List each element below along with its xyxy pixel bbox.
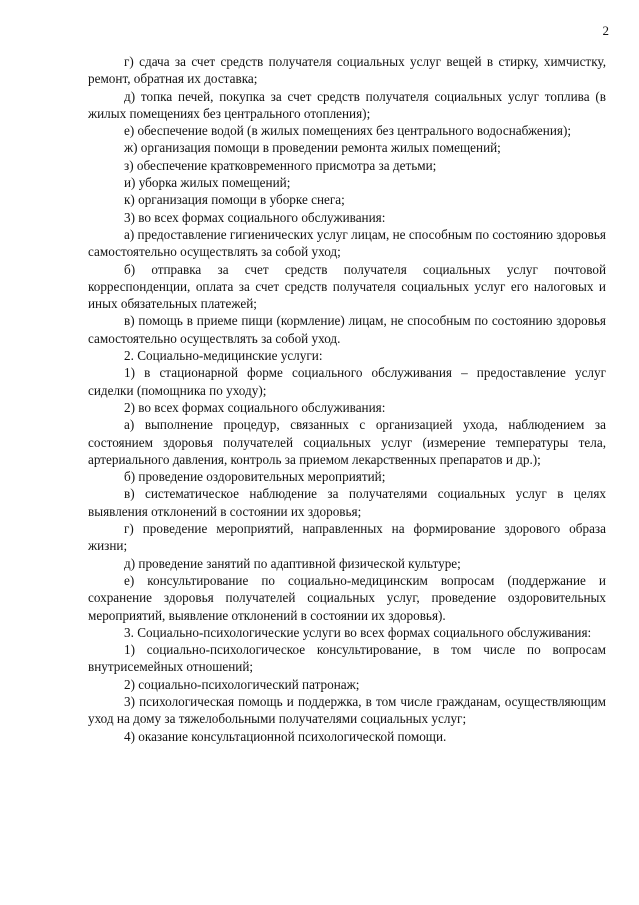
- paragraph: 1) социально-психологическое консультирование, в том числе по вопросам внутрисемейных отношений;: [88, 642, 606, 675]
- paragraph: г) проведение мероприятий, направленных на формирование здорового образа жизни;: [88, 521, 606, 554]
- document-body: [88, 53, 606, 745]
- paragraph: в) помощь в приеме пищи (кормление) лицам, не способным по состоянию здоровья самостоятельно осуществлять за собой уход.: [88, 313, 606, 346]
- paragraph: к) организация помощи в уборке снега;: [124, 192, 345, 208]
- section-heading: 3. Социально-психологические услуги во всех формах социального обслуживания:: [124, 624, 592, 640]
- paragraph: з) обеспечение кратковременного присмотра за детьми;: [124, 157, 437, 173]
- paragraph: в) систематическое наблюдение за получателями социальных услуг в целях выявления отклонений в состоянии их здоровья;: [88, 486, 606, 519]
- paragraph: а) предоставление гигиенических услуг лицам, не способным по состоянию здоровья самостоятельно осуществлять за собой уход;: [88, 226, 606, 260]
- paragraph: 3) во всех формах социального обслуживания:: [124, 209, 386, 225]
- paragraph: б) проведение оздоровительных мероприятий;: [124, 469, 386, 485]
- paragraph: ж) организация помощи в проведении ремонта жилых помещений;: [124, 140, 501, 156]
- page-number: 2: [602, 23, 609, 38]
- section-heading: 2. Социально-медицинские услуги:: [124, 348, 323, 364]
- paragraph: 2) социально-психологический патронаж;: [124, 676, 360, 692]
- paragraph: д) топка печей, покупка за счет средств получателя социальных услуг топлива (в жилых помещениях без центрального отопления);: [88, 88, 606, 121]
- paragraph: 4) оказание консультационной психологической помощи.: [124, 728, 447, 744]
- paragraph: а) выполнение процедур, связанных с организацией ухода, наблюдением за состоянием здоровья получателей социальных услуг (измерение температуры тела, артериального давления, контроль за приемом лекарственных препаратов и др.);: [88, 417, 606, 467]
- paragraph: 3) психологическая помощь и поддержка, в том числе гражданам, осуществляющим уход на дому за тяжелобольными получателями социальных услуг;: [88, 693, 606, 727]
- paragraph: е) обеспечение водой (в жилых помещениях без центрального водоснабжения);: [124, 123, 572, 139]
- paragraph: б) отправка за счет средств получателя социальных услуг почтовой корреспонденции, оплата за счет средств получателя социальных услуг его налоговых и иных обязательных платежей;: [88, 261, 606, 312]
- paragraph: г) сдача за счет средств получателя социальных услуг вещей в стирку, химчистку, ремонт, обратная их доставка;: [88, 54, 606, 87]
- paragraph: д) проведение занятий по адаптивной физической культуре;: [124, 555, 461, 571]
- paragraph: 1) в стационарной форме социального обслуживания – предоставление услуг сиделки (помощника по уходу);: [88, 365, 606, 398]
- paragraph: и) уборка жилых помещений;: [124, 175, 291, 191]
- paragraph: е) консультирование по социально-медицинским вопросам (поддержание и сохранение здоровья получателей социальных услуг, проведение оздоровительных мероприятий, выявление отклонений в состоянии их здоровья).: [88, 572, 606, 623]
- paragraph: 2) во всех формах социального обслуживания:: [124, 399, 386, 415]
